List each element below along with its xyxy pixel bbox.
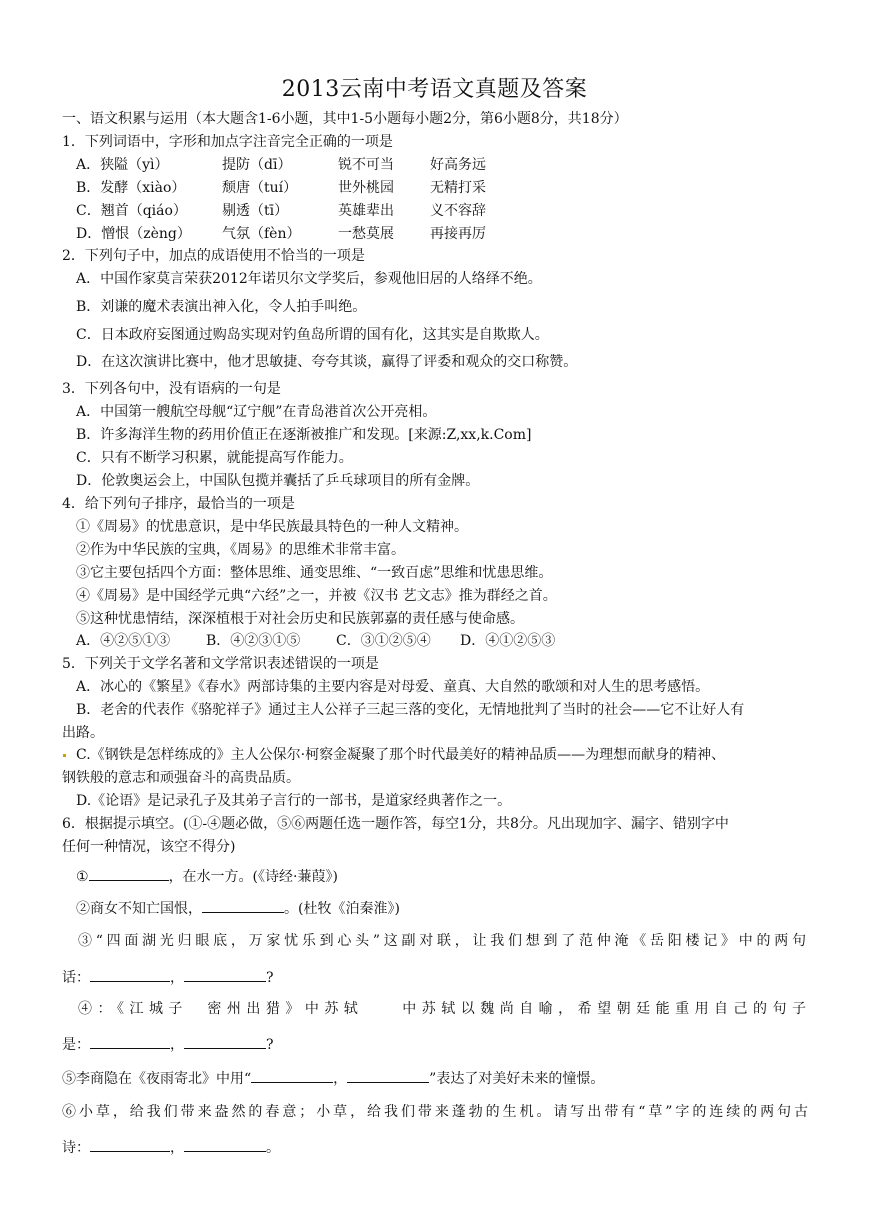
q6-blank-5a[interactable]: [251, 1068, 333, 1083]
q6-item-1: [76, 866, 338, 886]
q6-blank-6b[interactable]: [184, 1137, 266, 1152]
q6-item-3-line2: [62, 967, 274, 987]
section-header: 一、语文积累与运用（本大题含1-6小题，其中1-5小题每小题2分，第6小题8分，共18分）: [62, 111, 628, 127]
q6-item-1-text: ，在水一方。(《诗经·蒹葭》): [168, 869, 338, 885]
q2-option-a: A．中国作家莫言荣获2012年诺贝尔文学奖后，参观他旧居的人络绎不绝。: [76, 271, 542, 287]
q1-a-col4: 好高务远: [430, 157, 486, 173]
q4-item-1: ①《周易》的忧患意识，是中华民族最具特色的一种人文精神。: [76, 519, 468, 535]
q6-item-6-end: 。: [266, 1140, 280, 1156]
q6-item-3-sep: ，: [170, 970, 184, 986]
q1-c-col2: 剔透（tī）: [222, 203, 289, 219]
q6-item-4-prefix: 是：: [62, 1037, 90, 1053]
q2-option-d: D．在这次演讲比赛中，他才思敏捷、夸夸其谈，赢得了评委和观众的交口称赞。: [76, 354, 578, 370]
q6-item-6-sep: ，: [170, 1140, 184, 1156]
q6-item-3-line1: ③“四面湖光归眼底，万家忧乐到心头”这副对联，让我们想到了范仲淹《岳阳楼记》中的两句: [78, 933, 806, 949]
q6-item-5-text: ⑤李商隐在《夜雨寄北》中用“: [62, 1071, 252, 1087]
q3-option-c: C．只有不断学习积累，就能提高写作能力。: [76, 450, 353, 466]
q1-b-col1: B．发酵（xiào）: [76, 180, 186, 196]
q6-blank-4b[interactable]: [184, 1034, 266, 1049]
q2-option-b: B．刘谦的魔术表演出神入化，令人拍手叫绝。: [76, 299, 367, 315]
q6-blank-1[interactable]: [89, 866, 169, 881]
q4-item-2: ②作为中华民族的宝典，《周易》的思维术非常丰富。: [76, 542, 405, 558]
q6-item-3-prefix: 话：: [62, 970, 90, 986]
q4-option-c: C．③①②⑤④: [336, 633, 431, 649]
q2-stem: 2．下列句子中，加点的成语使用不恰当的一项是: [62, 248, 365, 264]
page-title: 2013云南中考语文真题及答案: [281, 77, 588, 102]
q6-item-6-line2: [62, 1137, 280, 1157]
q6-blank-3b[interactable]: [184, 967, 266, 982]
q6-item-1-label: ①: [76, 869, 89, 885]
q6-blank-2[interactable]: [202, 898, 284, 913]
q6-blank-6a[interactable]: [90, 1137, 170, 1152]
q4-item-5: ⑤这种忧患情结，深深植根于对社会历史和民族郭嘉的责任感与使命感。: [76, 611, 524, 627]
q1-a-col3: 锐不可当: [338, 157, 394, 173]
q6-item-2: [76, 898, 400, 918]
q1-b-col2: 颓唐（tuí）: [222, 180, 298, 196]
q6-item-4-line2: [62, 1034, 274, 1054]
q4-option-d: D．④①②⑤③: [460, 633, 556, 649]
q4-option-b: B．④②③①⑤: [206, 633, 301, 649]
q6-item-4-sep: ，: [170, 1037, 184, 1053]
q6-stem-line1: 6．根据提示填空。(①-④题必做，⑤⑥两题任选一题作答，每空1分，共8分。凡出现加字、漏字、错别字中: [62, 816, 729, 832]
q2-option-c: C．日本政府妄图通过购岛实现对钓鱼岛所谓的国有化，这其实是自欺欺人。: [76, 327, 549, 343]
q1-c-col3: 英雄辈出: [338, 203, 394, 219]
q6-item-6-line1: ⑥小草，给我们带来盎然的春意；小草，给我们带来蓬勃的生机。请写出带有“草”字的连续的两句古: [62, 1104, 808, 1120]
q4-option-a: A．④②⑤①③: [76, 633, 171, 649]
q1-d-col2: 气氛（fèn）: [222, 226, 301, 242]
q6-blank-5b[interactable]: [347, 1068, 429, 1083]
q3-option-d: D．伦敦奥运会上，中国队包揽并囊括了乒乓球项目的所有金牌。: [76, 473, 480, 489]
q6-item-5-end: ”表达了对美好未来的憧憬。: [429, 1071, 605, 1087]
q1-stem: 1．下列词语中，字形和加点字注音完全正确的一项是: [62, 134, 393, 150]
q1-c-col4: 义不容辞: [430, 203, 486, 219]
q1-b-col4: 无精打采: [430, 180, 486, 196]
q6-item-4-line1: ④：《江城子 密州出猎》中苏轼 中苏轼以魏尚自喻，希望朝廷能重用自己的句子: [78, 1001, 806, 1017]
q3-stem: 3．下列各句中，没有语病的一句是: [62, 381, 281, 397]
q6-item-5: [62, 1068, 604, 1088]
q1-a-col1: A．狭隘（yì）: [76, 157, 169, 173]
q4-stem: 4．给下列句子排序，最恰当的一项是: [62, 496, 295, 512]
q3-option-b: B．许多海洋生物的药用价值正在逐渐被推广和发现。[来源:Z,xx,k.Com]: [76, 427, 532, 443]
q6-item-6-prefix: 诗：: [62, 1140, 90, 1156]
q6-item-2-text: ②商女不知亡国恨，: [76, 901, 202, 917]
q1-b-col3: 世外桃园: [338, 180, 394, 196]
q5-option-b-line1: B．老舍的代表作《骆驼祥子》通过主人公祥子三起三落的变化，无情地批判了当时的社会——它不让好人有: [76, 702, 745, 718]
q6-item-5-sep: ，: [333, 1071, 348, 1087]
q1-d-col1: D．憎恨（zèng）: [76, 226, 191, 242]
q1-d-col3: 一愁莫展: [338, 226, 394, 242]
q6-item-2-source: 。(杜牧《泊秦淮》): [284, 901, 400, 917]
q6-blank-4a[interactable]: [90, 1034, 170, 1049]
q5-option-d: D.《论语》是记录孔子及其弟子言行的一部书，是道家经典著作之一。: [76, 793, 512, 809]
q6-item-4-end: ?: [266, 1037, 274, 1053]
q5-option-c-line2: 钢铁般的意志和顽强奋斗的高贵品质。: [62, 770, 300, 786]
q5-option-b-line2: 出路。: [62, 725, 104, 741]
q4-item-4: ④《周易》是中国经学元典“六经”之一，并被《汉书 艺文志》推为群经之首。: [76, 588, 557, 604]
q3-option-a: A．中国第一艘航空母舰“辽宁舰”在青岛港首次公开亮相。: [76, 404, 437, 420]
q6-item-3-end: ?: [266, 970, 274, 986]
q5-stem: 5．下列关于文学名著和文学常识表述错误的一项是: [62, 656, 379, 672]
q5-option-c-line1: C.《钢铁是怎样练成的》主人公保尔·柯察金凝聚了那个时代最美好的精神品质——为理想而献身的精神、: [76, 747, 726, 763]
stray-mark: [63, 754, 66, 757]
q4-item-3: ③它主要包括四个方面：整体思维、通变思维、“一致百虑”思维和忧患思维。: [76, 565, 553, 581]
q1-a-col2: 提防（dī）: [222, 157, 292, 173]
q6-blank-3a[interactable]: [90, 967, 170, 982]
q6-stem-line2: 任何一种情况，该空不得分): [62, 839, 236, 855]
q1-d-col4: 再接再厉: [430, 226, 486, 242]
q1-c-col1: C．翘首（qiáo）: [76, 203, 187, 219]
q5-option-a: A．冰心的《繁星》《春水》两部诗集的主要内容是对母爱、童真、大自然的歌颂和对人生的思考感悟。: [76, 679, 710, 695]
